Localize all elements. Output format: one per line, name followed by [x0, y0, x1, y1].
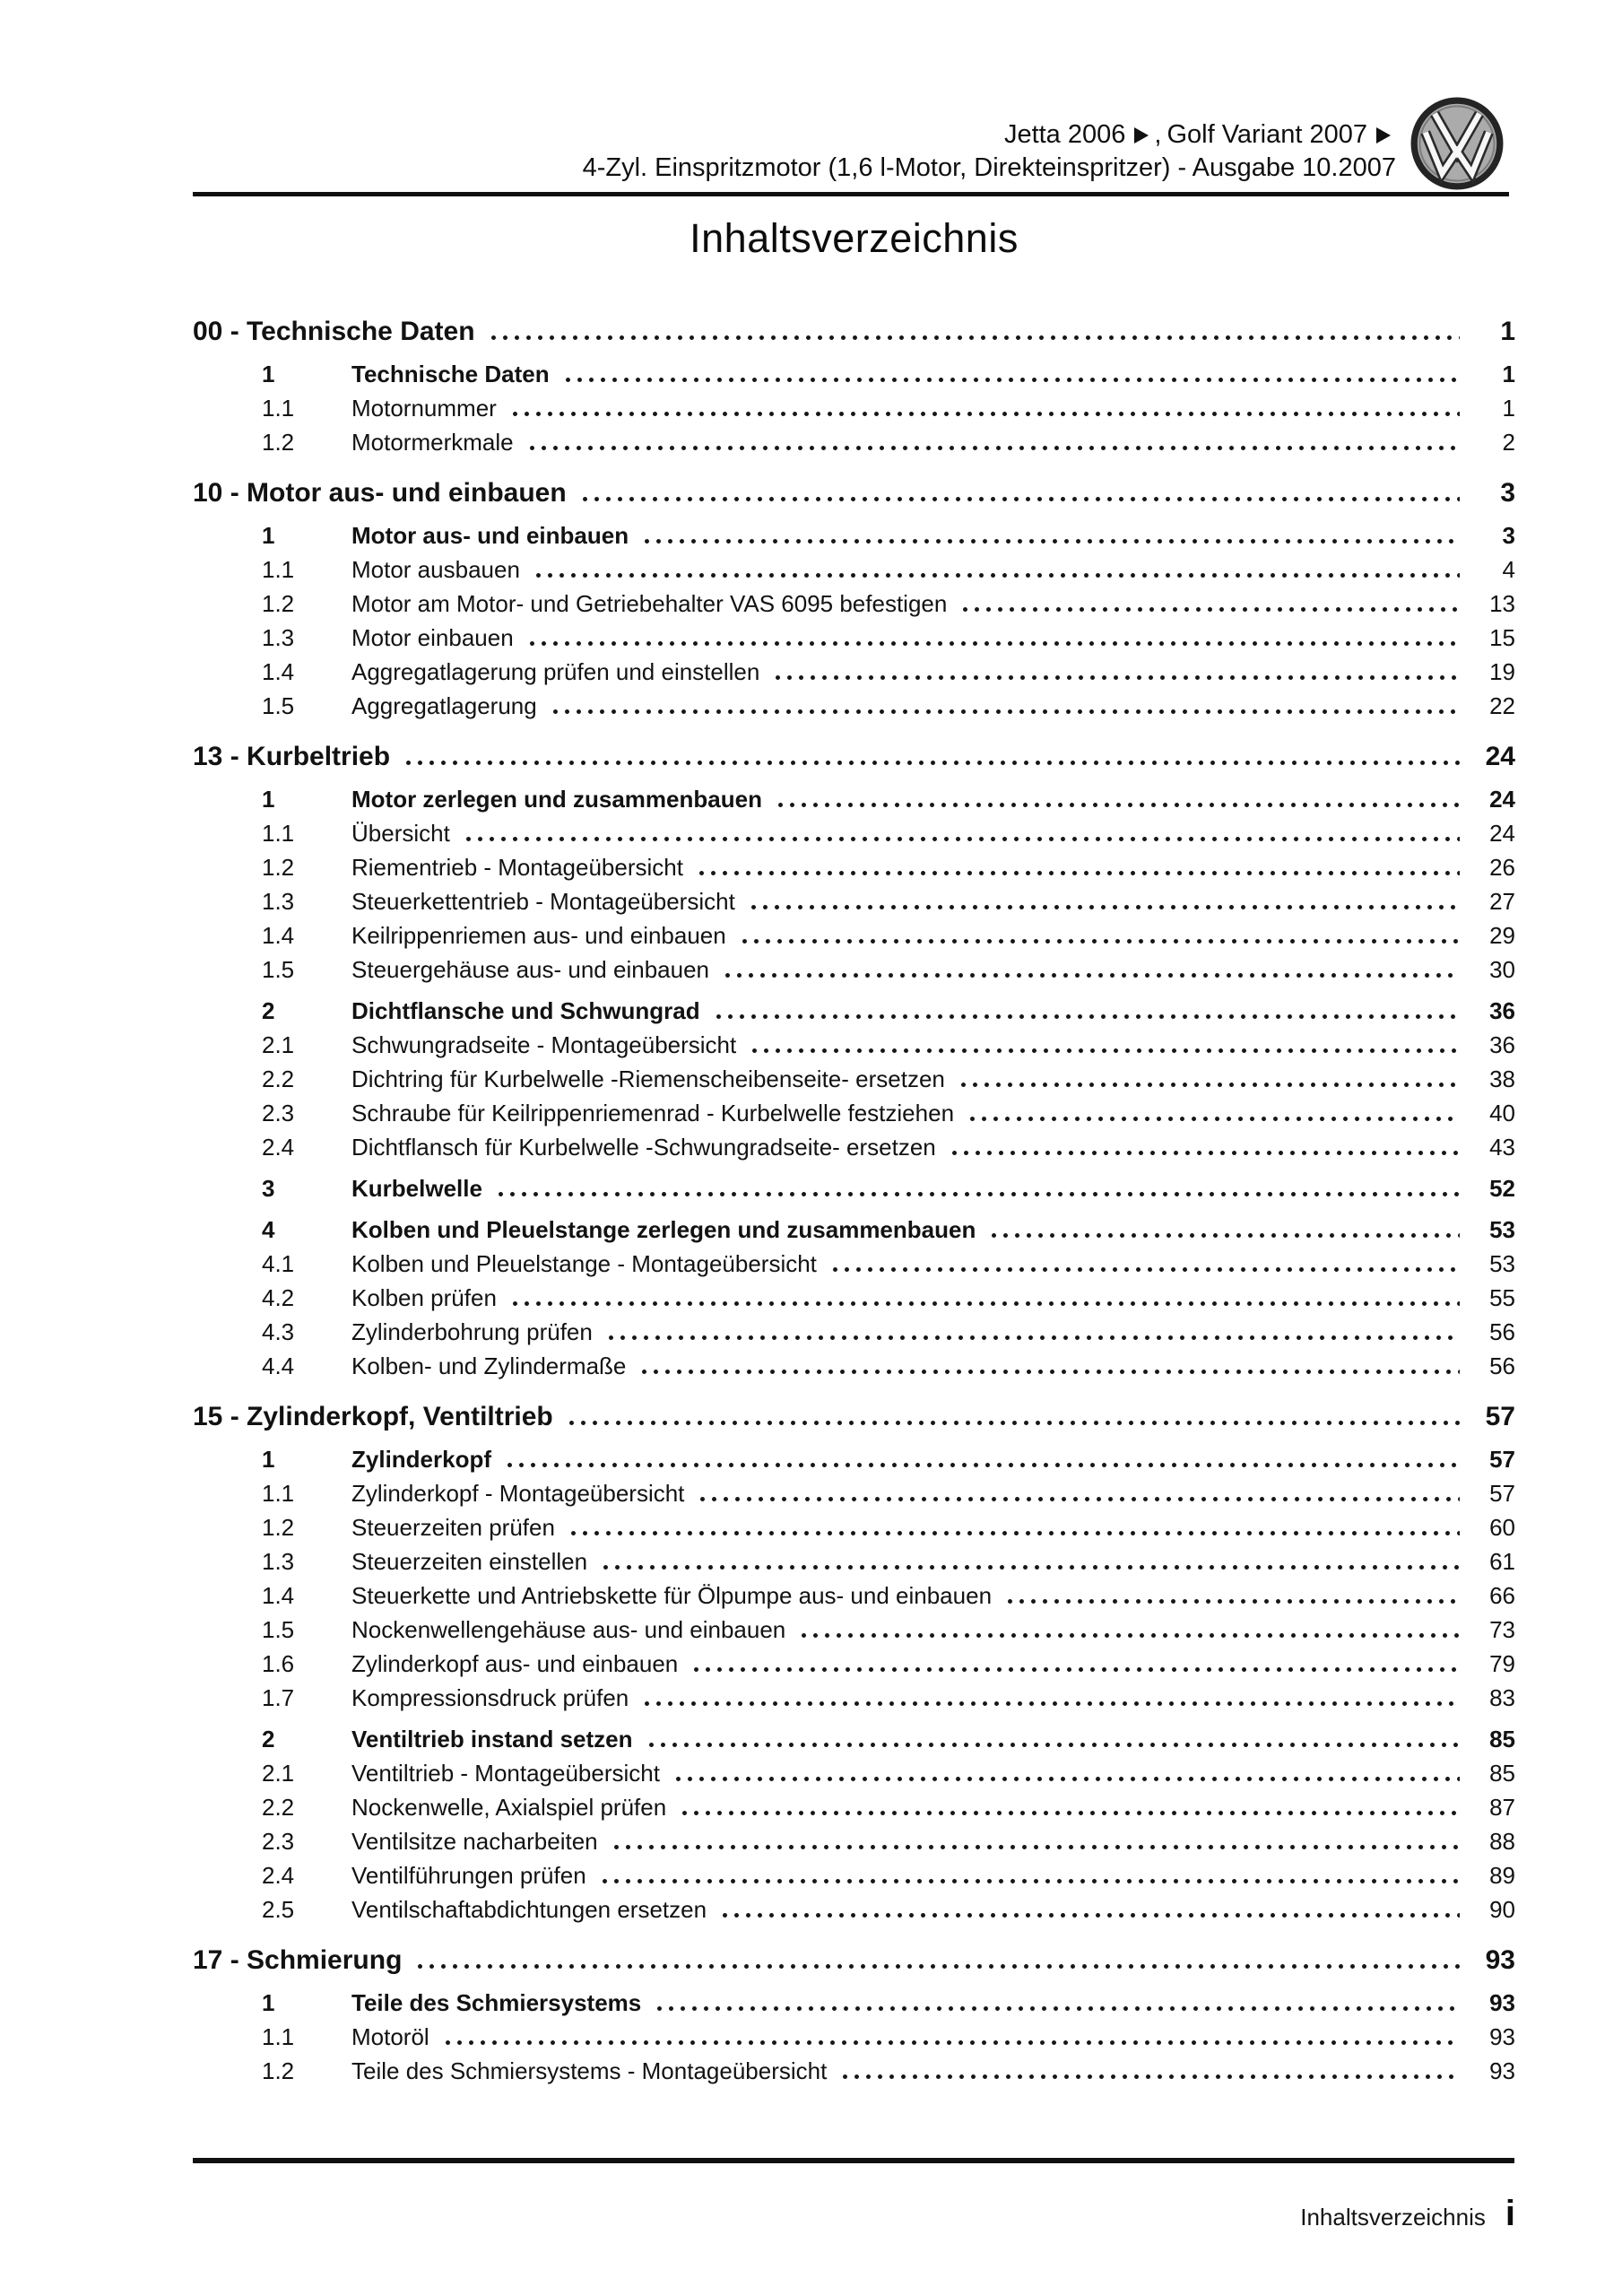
dot-leader	[690, 1667, 1460, 1672]
toc-chapter	[193, 739, 1515, 1383]
dot-leader	[599, 1879, 1460, 1883]
section-title: Kolben und Pleuelstange - Montageübersicht	[351, 1250, 817, 1277]
section-number: 4.1	[262, 1250, 295, 1277]
section-title: Technische Daten	[351, 361, 550, 387]
toc-row	[193, 1986, 1515, 2020]
section-page-number: 24	[1489, 820, 1515, 847]
section-number: 2.2	[262, 1065, 295, 1092]
section-title: Motor am Motor- und Getriebehalter VAS 6095 befestigen	[351, 590, 948, 617]
footer-label: Inhaltsverzeichnis	[1300, 2204, 1486, 2231]
dot-leader	[414, 1964, 1460, 1969]
dot-leader	[958, 1083, 1460, 1087]
dot-leader	[798, 1633, 1460, 1638]
section-title: Dichtflansche und Schwungrad	[351, 997, 700, 1024]
chapter-label: 15 - Zylinderkopf, Ventiltrieb	[193, 1402, 553, 1431]
dot-leader	[533, 573, 1460, 578]
section-title: Ventiltrieb - Montageübersicht	[351, 1760, 660, 1787]
section-page-number: 24	[1489, 786, 1515, 813]
toc-row	[193, 1756, 1515, 1790]
toc-row	[193, 994, 1515, 1028]
section-number: 1.2	[262, 2057, 295, 2084]
dot-leader	[739, 939, 1460, 944]
section-page-number: 57	[1489, 1480, 1515, 1507]
toc-chapter-heading	[193, 475, 1515, 511]
footer-page-number: i	[1505, 2194, 1515, 2233]
section-page-number: 40	[1489, 1100, 1515, 1126]
section-number: 1.7	[262, 1684, 295, 1711]
section-number: 2	[262, 1726, 275, 1752]
section-number: 2	[262, 997, 275, 1024]
section-page-number: 19	[1489, 658, 1515, 685]
section-number: 1.3	[262, 888, 295, 915]
section-number: 2.3	[262, 1100, 295, 1126]
toc-row	[193, 1510, 1515, 1544]
section-title: Motor einbauen	[351, 624, 514, 651]
section-number: 2.4	[262, 1862, 295, 1889]
toc-row	[193, 552, 1515, 587]
chapter-page-number: 3	[1500, 478, 1515, 508]
section-number: 2.4	[262, 1134, 295, 1161]
section-title: Steuerzeiten prüfen	[351, 1514, 555, 1541]
section-title: Zylinderkopf	[351, 1446, 492, 1473]
right-pointer-icon	[1376, 127, 1391, 144]
section-title: Ventilsitze nacharbeiten	[351, 1828, 598, 1855]
section-page-number: 52	[1489, 1175, 1515, 1202]
toc-row	[193, 1824, 1515, 1858]
section-title: Zylinderbohrung prüfen	[351, 1318, 593, 1345]
toc-row	[193, 1544, 1515, 1578]
toc-chapter-heading	[193, 314, 1515, 350]
section-title: Teile des Schmiersystems	[351, 1989, 642, 2016]
dot-leader	[713, 1014, 1460, 1019]
dot-leader	[719, 1913, 1460, 1918]
toc-row	[193, 518, 1515, 552]
section-number: 1.1	[262, 395, 295, 422]
toc-row	[193, 1213, 1515, 1247]
toc-row	[193, 952, 1515, 987]
toc-sections	[193, 1442, 1515, 1926]
toc-row	[193, 1096, 1515, 1130]
section-title: Steuerzeiten einstellen	[351, 1548, 588, 1575]
section-title: Steuerkettentrieb - Montageübersicht	[351, 888, 735, 915]
toc-row	[193, 655, 1515, 689]
toc-row	[193, 1647, 1515, 1681]
section-page-number: 26	[1489, 854, 1515, 881]
dot-leader	[749, 1048, 1460, 1053]
footer-rule	[193, 2158, 1514, 2163]
dot-leader	[672, 1777, 1460, 1781]
section-title: Zylinderkopf aus- und einbauen	[351, 1650, 679, 1677]
header-separator: ,	[1154, 120, 1162, 149]
section-title: Kolben- und Zylindermaße	[351, 1352, 627, 1379]
section-number: 1.3	[262, 1548, 295, 1575]
section-page-number: 85	[1489, 1760, 1515, 1787]
toc-row	[193, 1722, 1515, 1756]
header-rule	[193, 192, 1509, 196]
section-number: 2.5	[262, 1896, 295, 1923]
dot-leader	[526, 446, 1460, 450]
dot-leader	[568, 1531, 1460, 1535]
section-title: Riementrieb - Montageübersicht	[351, 854, 683, 881]
section-page-number: 36	[1489, 1031, 1515, 1058]
toc-chapter	[193, 1943, 1515, 2088]
section-number: 1	[262, 522, 275, 549]
section-page-number: 88	[1489, 1828, 1515, 1855]
dot-leader	[696, 871, 1460, 875]
section-title: Ventilschaftabdichtungen ersetzen	[351, 1896, 707, 1923]
chapter-label: 10 - Motor aus- und einbauen	[193, 478, 567, 508]
dot-leader	[550, 709, 1460, 714]
dot-leader	[509, 412, 1460, 416]
section-title: Keilrippenriemen aus- und einbauen	[351, 922, 726, 949]
dot-leader	[638, 1370, 1460, 1374]
section-title: Ventilführungen prüfen	[351, 1862, 586, 1889]
toc-row	[193, 1442, 1515, 1476]
section-title: Motormerkmale	[351, 429, 514, 456]
section-title: Übersicht	[351, 820, 450, 847]
section-page-number: 27	[1489, 888, 1515, 915]
toc-row	[193, 1028, 1515, 1062]
dot-leader	[605, 1335, 1460, 1340]
section-page-number: 85	[1489, 1726, 1515, 1752]
toc-sections	[193, 357, 1515, 459]
section-title: Aggregatlagerung	[351, 692, 537, 719]
section-number: 1.4	[262, 1582, 295, 1609]
section-page-number: 53	[1489, 1250, 1515, 1277]
section-number: 1.2	[262, 429, 295, 456]
toc-sections	[193, 518, 1515, 723]
section-number: 2.2	[262, 1794, 295, 1821]
section-number: 2.1	[262, 1760, 295, 1787]
section-page-number: 38	[1489, 1065, 1515, 1092]
toc-row	[193, 357, 1515, 391]
section-number: 1.1	[262, 1480, 295, 1507]
section-page-number: 4	[1502, 556, 1515, 583]
dot-leader	[463, 837, 1460, 841]
section-number: 1	[262, 1989, 275, 2016]
section-title: Nockenwellengehäuse aus- und einbauen	[351, 1616, 786, 1643]
section-title: Kolben und Pleuelstange zerlegen und zusammenbauen	[351, 1216, 976, 1243]
toc-row	[193, 621, 1515, 655]
chapter-label: 17 - Schmierung	[193, 1945, 403, 1975]
dot-leader	[641, 1701, 1460, 1706]
header-subtitle: 4-Zyl. Einspritzmotor (1,6 l-Motor, Direkteinspritzer) - Ausgabe 10.2007	[582, 153, 1396, 182]
toc-row	[193, 1349, 1515, 1383]
section-title: Dichtring für Kurbelwelle -Riemenscheibenseite- ersetzen	[351, 1065, 945, 1092]
toc-row	[193, 1892, 1515, 1926]
table-of-contents	[193, 314, 1515, 2088]
header-model-1: Jetta 2006	[1003, 120, 1126, 149]
section-number: 1.2	[262, 854, 295, 881]
toc-row	[193, 1171, 1515, 1205]
toc-row	[193, 1681, 1515, 1715]
section-page-number: 22	[1489, 692, 1515, 719]
section-title: Ventiltrieb instand setzen	[351, 1726, 633, 1752]
footer	[1300, 2194, 1515, 2234]
dot-leader	[829, 1267, 1460, 1272]
section-page-number: 66	[1489, 1582, 1515, 1609]
section-number: 4.2	[262, 1284, 295, 1311]
section-title: Steuergehäuse aus- und einbauen	[351, 956, 709, 983]
dot-leader	[959, 607, 1460, 612]
toc-row	[193, 1315, 1515, 1349]
section-page-number: 90	[1489, 1896, 1515, 1923]
dot-leader	[600, 1565, 1460, 1570]
dot-leader	[488, 335, 1460, 340]
dot-leader	[772, 675, 1460, 680]
section-number: 2.3	[262, 1828, 295, 1855]
header-model-line	[583, 118, 1396, 152]
section-number: 4.4	[262, 1352, 295, 1379]
toc-row	[193, 1578, 1515, 1613]
section-page-number: 43	[1489, 1134, 1515, 1161]
toc-sections	[193, 1986, 1515, 2088]
section-title: Schwungradseite - Montageübersicht	[351, 1031, 737, 1058]
chapter-label: 00 - Technische Daten	[193, 317, 475, 346]
dot-leader	[949, 1151, 1460, 1155]
section-title: Motornummer	[351, 395, 497, 422]
section-title: Kolben prüfen	[351, 1284, 497, 1311]
dot-leader	[442, 2040, 1460, 2045]
section-number: 1.2	[262, 1514, 295, 1541]
section-page-number: 1	[1502, 361, 1515, 387]
section-title: Teile des Schmiersystems - Montageübersicht	[351, 2057, 828, 2084]
section-title: Dichtflansch für Kurbelwelle -Schwungradseite- ersetzen	[351, 1134, 936, 1161]
toc-chapter	[193, 475, 1515, 723]
section-title: Motoröl	[351, 2023, 429, 2050]
section-number: 1.3	[262, 624, 295, 651]
dot-leader	[748, 905, 1460, 909]
section-number: 2.1	[262, 1031, 295, 1058]
toc-row	[193, 1281, 1515, 1315]
toc-row	[193, 2020, 1515, 2054]
section-number: 1.5	[262, 692, 295, 719]
dot-leader	[641, 539, 1460, 544]
section-title: Schraube für Keilrippenriemenrad - Kurbelwelle festziehen	[351, 1100, 955, 1126]
section-page-number: 56	[1489, 1318, 1515, 1345]
section-number: 4	[262, 1216, 275, 1243]
toc-row	[193, 1130, 1515, 1164]
dot-leader	[526, 641, 1460, 646]
section-number: 4.3	[262, 1318, 295, 1345]
header	[583, 118, 1396, 185]
section-page-number: 55	[1489, 1284, 1515, 1311]
toc-chapter-heading	[193, 1399, 1515, 1435]
section-number: 3	[262, 1175, 275, 1202]
dot-leader	[1004, 1599, 1460, 1604]
section-page-number: 57	[1489, 1446, 1515, 1473]
toc-row	[193, 850, 1515, 884]
dot-leader	[722, 973, 1460, 978]
section-page-number: 93	[1489, 2023, 1515, 2050]
toc-sections	[193, 782, 1515, 1383]
section-title: Aggregatlagerung prüfen und einstellen	[351, 658, 760, 685]
section-page-number: 93	[1489, 2057, 1515, 2084]
right-pointer-icon	[1134, 127, 1149, 144]
section-number: 1.4	[262, 658, 295, 685]
dot-leader	[679, 1811, 1460, 1815]
dot-leader	[697, 1497, 1460, 1501]
section-page-number: 1	[1502, 395, 1515, 422]
vw-logo-icon	[1410, 97, 1504, 190]
section-number: 1	[262, 786, 275, 813]
section-page-number: 3	[1502, 522, 1515, 549]
section-number: 1.5	[262, 956, 295, 983]
toc-row	[193, 1613, 1515, 1647]
section-title: Nockenwelle, Axialspiel prüfen	[351, 1794, 667, 1821]
toc-chapter	[193, 314, 1515, 459]
section-page-number: 93	[1489, 1989, 1515, 2016]
section-page-number: 2	[1502, 429, 1515, 456]
toc-row	[193, 1247, 1515, 1281]
section-page-number: 56	[1489, 1352, 1515, 1379]
dot-leader	[504, 1463, 1460, 1467]
section-number: 1	[262, 361, 275, 387]
section-page-number: 87	[1489, 1794, 1515, 1821]
section-page-number: 73	[1489, 1616, 1515, 1643]
toc-row	[193, 1062, 1515, 1096]
toc-row	[193, 689, 1515, 723]
toc-row	[193, 587, 1515, 621]
toc-row	[193, 1476, 1515, 1510]
dot-leader	[509, 1301, 1460, 1306]
toc-row	[193, 2054, 1515, 2088]
section-page-number: 83	[1489, 1684, 1515, 1711]
section-title: Zylinderkopf - Montageübersicht	[351, 1480, 685, 1507]
section-page-number: 30	[1489, 956, 1515, 983]
page-title: Inhaltsverzeichnis	[690, 215, 1019, 261]
dot-leader	[495, 1192, 1460, 1196]
section-number: 1.2	[262, 590, 295, 617]
section-page-number: 60	[1489, 1514, 1515, 1541]
section-page-number: 29	[1489, 922, 1515, 949]
section-number: 1.4	[262, 922, 295, 949]
chapter-page-number: 1	[1500, 317, 1515, 346]
section-page-number: 61	[1489, 1548, 1515, 1575]
section-page-number: 89	[1489, 1862, 1515, 1889]
toc-row	[193, 1858, 1515, 1892]
chapter-page-number: 57	[1485, 1402, 1515, 1431]
toc-chapter-heading	[193, 739, 1515, 775]
section-number: 1.1	[262, 2023, 295, 2050]
section-title: Steuerkette und Antriebskette für Ölpumpe aus- und einbauen	[351, 1582, 993, 1609]
dot-leader	[611, 1845, 1460, 1849]
section-title: Kompressionsdruck prüfen	[351, 1684, 629, 1711]
toc-row	[193, 816, 1515, 850]
toc-chapter	[193, 1399, 1515, 1926]
section-page-number: 13	[1489, 590, 1515, 617]
section-title: Motor ausbauen	[351, 556, 520, 583]
toc-row	[193, 391, 1515, 425]
toc-chapter-heading	[193, 1943, 1515, 1979]
toc-row	[193, 782, 1515, 816]
section-number: 1.1	[262, 820, 295, 847]
chapter-page-number: 93	[1485, 1945, 1515, 1975]
section-number: 1.1	[262, 556, 295, 583]
chapter-page-number: 24	[1485, 742, 1515, 771]
dot-leader	[646, 1743, 1460, 1747]
dot-leader	[988, 1233, 1460, 1238]
section-page-number: 79	[1489, 1650, 1515, 1677]
section-title: Motor zerlegen und zusammenbauen	[351, 786, 762, 813]
dot-leader	[566, 1421, 1460, 1425]
section-page-number: 15	[1489, 624, 1515, 651]
section-number: 1	[262, 1446, 275, 1473]
toc-row	[193, 884, 1515, 918]
section-title: Motor aus- und einbauen	[351, 522, 629, 549]
dot-leader	[403, 761, 1460, 765]
section-number: 1.5	[262, 1616, 295, 1643]
section-title: Kurbelwelle	[351, 1175, 482, 1202]
dot-leader	[839, 2074, 1460, 2079]
section-number: 1.6	[262, 1650, 295, 1677]
dot-leader	[579, 497, 1460, 501]
toc-row	[193, 425, 1515, 459]
dot-leader	[654, 2006, 1460, 2011]
dot-leader	[775, 803, 1460, 807]
chapter-label: 13 - Kurbeltrieb	[193, 742, 391, 771]
toc-row	[193, 1790, 1515, 1824]
header-model-2: Golf Variant 2007	[1167, 120, 1367, 149]
section-page-number: 53	[1489, 1216, 1515, 1243]
toc-row	[193, 918, 1515, 952]
section-page-number: 36	[1489, 997, 1515, 1024]
dot-leader	[562, 378, 1460, 382]
dot-leader	[967, 1117, 1460, 1121]
